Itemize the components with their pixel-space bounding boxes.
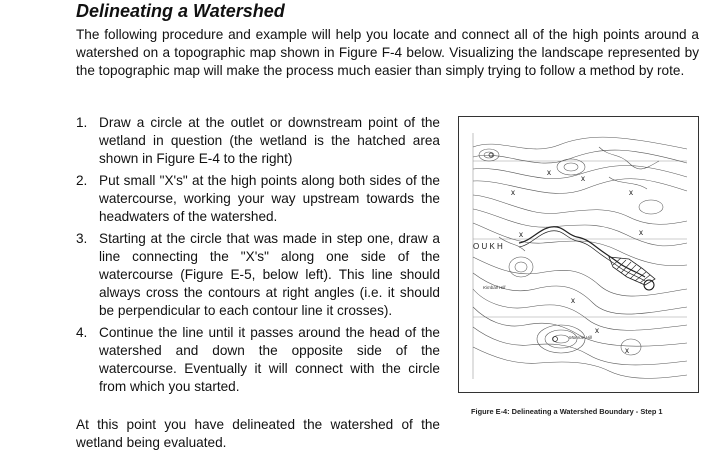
svg-text:x: x [625,346,629,355]
conclusion-paragraph: At this point you have delineated the watershed of the wetland being evaluated. [76,417,440,450]
step-number: 4. [76,325,88,340]
page-title: Delineating a Watershed [76,1,285,21]
svg-text:x: x [639,228,643,237]
step-item [76,230,440,320]
procedure-steps [76,114,440,400]
step-item [76,324,440,396]
step-item [76,172,440,226]
svg-text:x: x [519,230,523,239]
map-stream-letters: O U K H [473,242,503,251]
contour-lines [473,137,687,378]
svg-text:x: x [511,188,515,197]
svg-text:x: x [571,296,575,305]
svg-text:x: x [595,326,599,335]
figure-caption: Figure E-4: Delineating a Watershed Boundary - Step 1 [471,407,663,416]
step-text: Starting at the circle that was made in step one, draw a line connecting the "X's" along one side of the watercourse (Figure E-5, below left). This line should always cross the contours at right angles (i.e. it should be perpendicular to each contour line it crosses). [99,231,440,318]
svg-text:x: x [581,174,585,183]
intro-paragraph: The following procedure and example will help you locate and connect all of the high points around a watershed on a topographic map shown in Figure F-4 below. Visualizing the landscape represented by the topographic map will make the process much easier than simply trying to follow a method by rote. [76,27,699,78]
step-text: Put small "X's" at the high points along both sides of the watercourse, working your way upstream towards the headwaters of the watershed. [99,173,440,224]
step-text: Continue the line until it passes around the head of the watershed and down the opposite side of the watercourse. Eventually it will connect with the circle from which you started. [99,325,440,394]
svg-text:x: x [629,188,633,197]
map-grid [473,133,687,379]
step-number: 3. [76,231,88,246]
step-number: 1. [76,115,88,130]
step-text: Draw a circle at the outlet or downstream point of the wetland in question (the wetland is the hatched area shown in Figure E-4 to the right) [99,115,440,166]
svg-text:x: x [547,168,551,177]
topographic-map-figure [458,116,699,393]
map-label-monroe-hill: Monroe Hill [569,335,592,340]
map-label-kimball-hill: Kimball Hill [483,285,506,290]
step-item [76,114,440,168]
step-number: 2. [76,173,88,188]
topographic-map-graphic [459,117,698,392]
